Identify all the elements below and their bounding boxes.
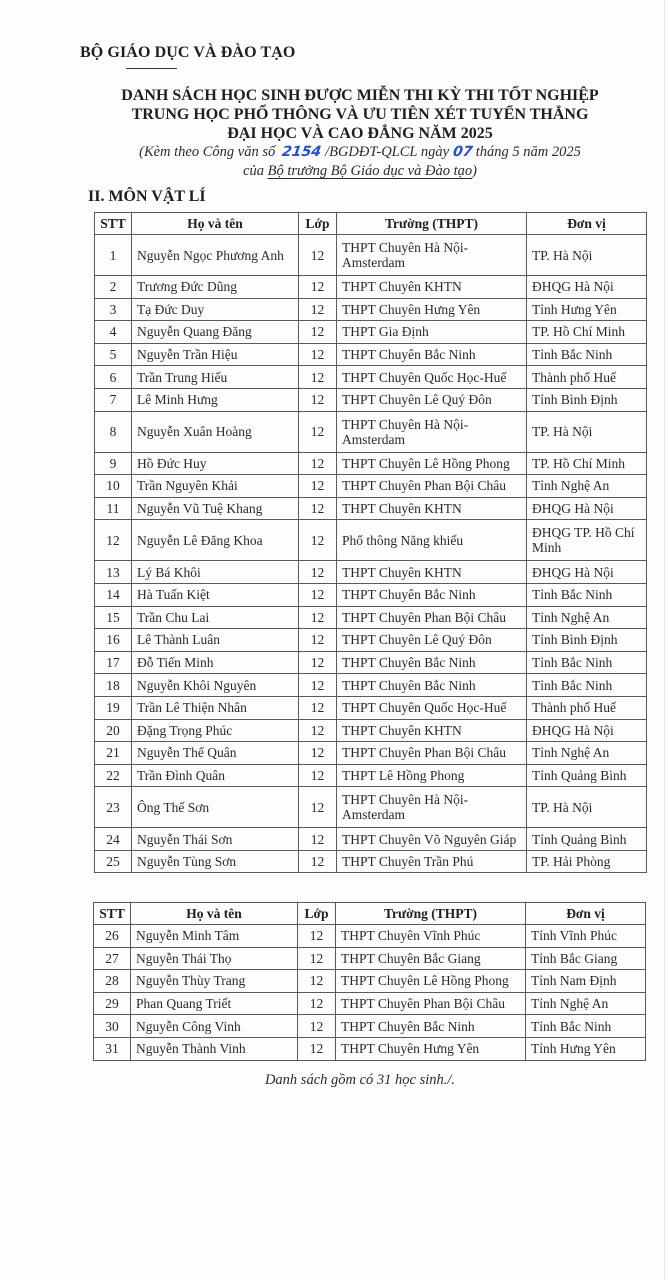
column-header-class: Lớp [298,903,336,925]
cell-class: 12 [299,366,337,389]
cell-unit: TP. Hải Phòng [527,850,647,873]
cell-name: Trương Đức Dũng [132,276,299,299]
cell-stt: 9 [95,452,132,475]
cell-unit: TP. Hà Nội [527,235,647,276]
cell-unit: Tỉnh Vĩnh Phúc [526,925,646,948]
cell-school: THPT Chuyên Bắc Ninh [337,651,527,674]
cell-school: THPT Chuyên Hà Nội-Amsterdam [337,411,527,452]
cell-school: THPT Chuyên Hà Nội-Amsterdam [337,235,527,276]
table-row [95,343,647,366]
cell-school: THPT Chuyên Hưng Yên [336,1037,526,1060]
cell-name: Nguyễn Quang Đăng [132,321,299,344]
cell-stt: 16 [95,629,132,652]
cell-unit: Tỉnh Bình Định [527,388,647,411]
cell-name: Nguyễn Thế Quân [132,742,299,765]
table-row [94,947,646,970]
cell-unit: Tỉnh Bắc Ninh [526,1015,646,1038]
cell-school: THPT Chuyên Quốc Học-Huế [337,696,527,719]
cell-unit: TP. Hồ Chí Minh [527,321,647,344]
cell-name: Nguyễn Lê Đăng Khoa [132,520,299,561]
table-row [95,497,647,520]
table-row [94,1015,646,1038]
cell-stt: 28 [94,970,131,993]
subtitle-line2-prefix: của [243,163,268,179]
cell-class: 12 [299,475,337,498]
title-line-1: DANH SÁCH HỌC SINH ĐƯỢC MIỄN THI KỲ THI TỐT NGHIỆP [121,87,599,104]
table-row [95,606,647,629]
table-body-page-1 [95,235,647,873]
cell-class: 12 [299,561,337,584]
cell-stt: 2 [95,276,132,299]
cell-name: Phan Quang Triết [131,992,298,1015]
cell-name: Nguyễn Khôi Nguyên [132,674,299,697]
cell-unit: Tỉnh Nam Định [526,970,646,993]
cell-unit: Tỉnh Hưng Yên [527,298,647,321]
table-row [95,366,647,389]
cell-name: Tạ Đức Duy [132,298,299,321]
cell-stt: 20 [95,719,132,742]
cell-unit: Tỉnh Nghệ An [526,992,646,1015]
cell-class: 12 [299,696,337,719]
cell-school: THPT Chuyên Quốc Học-Huế [337,366,527,389]
cell-unit: Tỉnh Bình Định [527,629,647,652]
handwritten-day: 07 [451,144,474,160]
table-row [95,520,647,561]
cell-unit: Tỉnh Bắc Ninh [527,583,647,606]
cell-school: THPT Chuyên Trần Phú [337,850,527,873]
cell-school: THPT Chuyên Phan Bội Châu [337,742,527,765]
cell-class: 12 [299,719,337,742]
table-row [94,970,646,993]
cell-school: THPT Chuyên Bắc Ninh [337,583,527,606]
cell-school: THPT Chuyên Võ Nguyên Giáp [337,828,527,851]
cell-class: 12 [299,742,337,765]
cell-school: THPT Chuyên KHTN [337,561,527,584]
cell-class: 12 [299,452,337,475]
cell-stt: 27 [94,947,131,970]
cell-school: THPT Chuyên Phan Bội Châu [337,606,527,629]
cell-name: Nguyễn Công Vinh [131,1015,298,1038]
cell-school: THPT Chuyên Lê Quý Đôn [337,388,527,411]
cell-class: 12 [298,947,336,970]
table-row [95,742,647,765]
cell-stt: 10 [95,475,132,498]
cell-stt: 15 [95,606,132,629]
cell-unit: ĐHQG Hà Nội [527,497,647,520]
subtitle-suffix: tháng 5 năm 2025 [475,144,581,160]
title-line-2: TRUNG HỌC PHỔ THÔNG VÀ ƯU TIÊN XÉT TUYỂN THẲNG [131,106,589,123]
cell-name: Nguyễn Trần Hiệu [132,343,299,366]
table-row [94,925,646,948]
table-row [94,1037,646,1060]
cell-stt: 25 [95,850,132,873]
column-header-school: Trường (THPT) [337,213,527,235]
cell-unit: Tỉnh Hưng Yên [526,1037,646,1060]
cell-unit: Tỉnh Nghệ An [527,606,647,629]
cell-name: Đỗ Tiến Minh [132,651,299,674]
cell-class: 12 [299,850,337,873]
cell-class: 12 [299,787,337,828]
cell-school: THPT Chuyên Bắc Ninh [337,343,527,366]
issuer: Bộ trưởng Bộ Giáo dục và Đào tạo [267,163,473,179]
table-row [94,992,646,1015]
cell-stt: 3 [95,298,132,321]
cell-unit: TP. Hà Nội [527,411,647,452]
cell-unit: Tỉnh Quảng Bình [527,828,647,851]
table-row [95,388,647,411]
cell-school: THPT Chuyên Vĩnh Phúc [336,925,526,948]
column-header-stt: STT [94,903,131,925]
cell-stt: 7 [95,388,132,411]
cell-name: Nguyễn Vũ Tuệ Khang [132,497,299,520]
cell-unit: Thành phố Huế [527,366,647,389]
cell-unit: Thành phố Huế [527,696,647,719]
column-header-school: Trường (THPT) [336,903,526,925]
cell-name: Nguyễn Thái Sơn [132,828,299,851]
cell-stt: 21 [95,742,132,765]
cell-school: Phổ thông Năng khiếu [337,520,527,561]
cell-stt: 14 [95,583,132,606]
table-row [95,629,647,652]
table-row [95,651,647,674]
cell-class: 12 [299,497,337,520]
table-row [95,719,647,742]
table-header-row [94,903,646,925]
cell-school: THPT Gia Định [337,321,527,344]
cell-stt: 13 [95,561,132,584]
cell-name: Trần Chu Lai [132,606,299,629]
cell-unit: ĐHQG Hà Nội [527,719,647,742]
column-header-name: Họ và tên [131,903,298,925]
cell-school: THPT Chuyên Lê Hồng Phong [336,970,526,993]
cell-class: 12 [299,606,337,629]
table-row [95,561,647,584]
cell-class: 12 [299,520,337,561]
table-row [95,235,647,276]
cell-class: 12 [299,235,337,276]
column-header-name: Họ và tên [132,213,299,235]
student-table-page-1 [94,212,647,873]
cell-stt: 1 [95,235,132,276]
table-row [95,475,647,498]
cell-school: THPT Chuyên Bắc Giang [336,947,526,970]
cell-school: THPT Lê Hồng Phong [337,764,527,787]
column-header-unit: Đơn vị [527,213,647,235]
cell-stt: 26 [94,925,131,948]
ministry-name: BỘ GIÁO DỤC VÀ ĐÀO TẠO [80,44,296,61]
cell-class: 12 [298,1015,336,1038]
cell-school: THPT Chuyên KHTN [337,497,527,520]
student-table-page-2 [93,902,646,1061]
cell-stt: 24 [95,828,132,851]
cell-class: 12 [299,583,337,606]
subtitle-line-2 [60,162,660,181]
cell-unit: Tỉnh Nghệ An [527,475,647,498]
cell-stt: 8 [95,411,132,452]
column-header-class: Lớp [299,213,337,235]
cell-name: Lê Minh Hưng [132,388,299,411]
cell-unit: Tỉnh Nghệ An [527,742,647,765]
cell-class: 12 [298,992,336,1015]
cell-school: THPT Chuyên Phan Bội Châu [337,475,527,498]
table-row [95,696,647,719]
cell-school: THPT Chuyên Hưng Yên [337,298,527,321]
subtitle-line-1 [60,143,660,162]
cell-class: 12 [299,674,337,697]
cell-stt: 6 [95,366,132,389]
cell-name: Trần Nguyên Khải [132,475,299,498]
table-row [95,787,647,828]
cell-class: 12 [299,298,337,321]
cell-stt: 30 [94,1015,131,1038]
cell-class: 12 [298,970,336,993]
cell-name: Nguyễn Thái Thọ [131,947,298,970]
cell-unit: ĐHQG Hà Nội [527,561,647,584]
cell-unit: ĐHQG TP. Hồ Chí Minh [527,520,647,561]
cell-unit: Tỉnh Bắc Ninh [527,343,647,366]
column-header-unit: Đơn vị [526,903,646,925]
cell-name: Trần Đình Quân [132,764,299,787]
cell-unit: Tỉnh Quảng Bình [527,764,647,787]
cell-class: 12 [299,629,337,652]
cell-name: Nguyễn Minh Tâm [131,925,298,948]
cell-school: THPT Chuyên KHTN [337,719,527,742]
table-row [95,828,647,851]
cell-name: Lý Bá Khôi [132,561,299,584]
table-row [95,321,647,344]
table-row [95,276,647,299]
subtitle-middle: /BGDĐT-QLCL ngày [325,144,450,160]
document-title-block [60,86,660,181]
cell-class: 12 [299,411,337,452]
cell-stt: 22 [95,764,132,787]
list-total-note: Danh sách gồm có 31 học sinh./. [264,1072,456,1088]
cell-school: THPT Chuyên Lê Hồng Phong [337,452,527,475]
cell-name: Nguyễn Thành Vinh [131,1037,298,1060]
cell-class: 12 [298,925,336,948]
cell-school: THPT Chuyên Bắc Ninh [336,1015,526,1038]
cell-unit: Tỉnh Bắc Ninh [527,651,647,674]
table-row [95,583,647,606]
table-row [95,674,647,697]
cell-name: Đặng Trọng Phúc [132,719,299,742]
cell-school: THPT Chuyên Bắc Ninh [337,674,527,697]
cell-name: Hồ Đức Huy [132,452,299,475]
cell-unit: Tỉnh Bắc Ninh [527,674,647,697]
cell-stt: 4 [95,321,132,344]
cell-class: 12 [299,343,337,366]
cell-stt: 31 [94,1037,131,1060]
cell-class: 12 [299,276,337,299]
title-line-3: ĐẠI HỌC VÀ CAO ĐẲNG NĂM 2025 [227,125,493,142]
cell-stt: 19 [95,696,132,719]
section-title: II. MÔN VẬT LÍ [88,188,206,205]
cell-school: THPT Chuyên Phan Bội Châu [336,992,526,1015]
table-row [95,411,647,452]
cell-unit: Tỉnh Bắc Giang [526,947,646,970]
table-row [95,764,647,787]
cell-name: Nguyễn Thùy Trang [131,970,298,993]
cell-name: Ông Thế Sơn [132,787,299,828]
cell-stt: 23 [95,787,132,828]
cell-stt: 11 [95,497,132,520]
cell-name: Nguyễn Ngọc Phương Anh [132,235,299,276]
cell-school: THPT Chuyên Hà Nội-Amsterdam [337,787,527,828]
cell-unit: ĐHQG Hà Nội [527,276,647,299]
cell-class: 12 [299,388,337,411]
subtitle-line2-suffix: ) [472,163,477,179]
cell-school: THPT Chuyên KHTN [337,276,527,299]
cell-class: 12 [298,1037,336,1060]
handwritten-document-number: 2154 [281,144,323,160]
cell-name: Nguyễn Tùng Sơn [132,850,299,873]
cell-school: THPT Chuyên Lê Quý Đôn [337,629,527,652]
table-row [95,452,647,475]
cell-name: Nguyễn Xuân Hoàng [132,411,299,452]
cell-stt: 12 [95,520,132,561]
subtitle-prefix: (Kèm theo Công văn số [139,144,276,160]
cell-class: 12 [299,764,337,787]
page-edge [664,0,665,1280]
table-header-row [95,213,647,235]
cell-stt: 5 [95,343,132,366]
table-row [95,298,647,321]
table-body-page-2 [94,925,646,1061]
cell-class: 12 [299,321,337,344]
cell-stt: 17 [95,651,132,674]
cell-unit: TP. Hà Nội [527,787,647,828]
cell-name: Hà Tuấn Kiệt [132,583,299,606]
cell-class: 12 [299,651,337,674]
cell-stt: 18 [95,674,132,697]
cell-unit: TP. Hồ Chí Minh [527,452,647,475]
cell-name: Lê Thành Luân [132,629,299,652]
cell-stt: 29 [94,992,131,1015]
cell-name: Trần Trung Hiếu [132,366,299,389]
column-header-stt: STT [95,213,132,235]
table-row [95,850,647,873]
ministry-underline [126,68,177,69]
cell-name: Trần Lê Thiện Nhân [132,696,299,719]
cell-class: 12 [299,828,337,851]
